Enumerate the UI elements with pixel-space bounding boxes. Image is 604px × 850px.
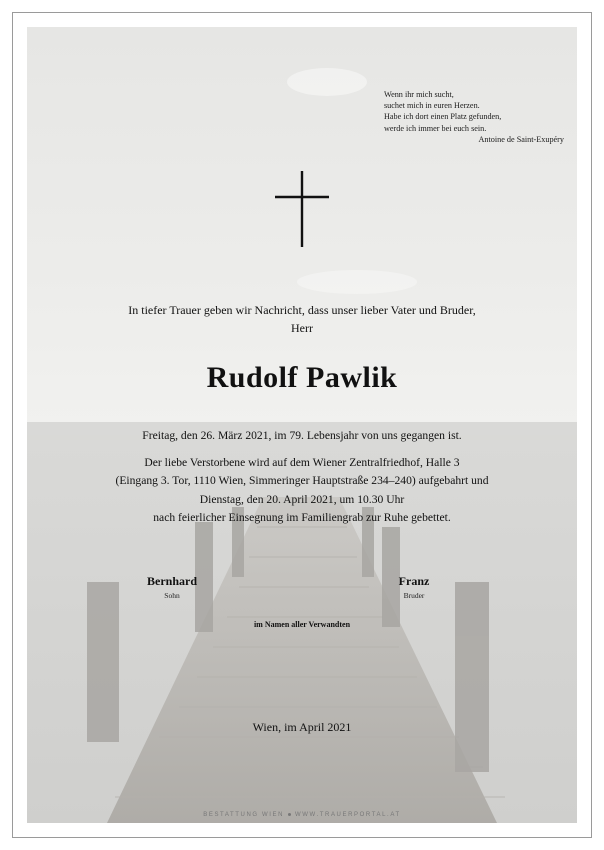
place-date: Wien, im April 2021	[252, 720, 352, 734]
footer-website-link[interactable]: WWW.TRAUERPORTAL.AT	[295, 812, 401, 818]
mourner-name: Bernhard	[146, 574, 197, 588]
intro-text	[27, 301, 577, 337]
mourner-role: Sohn	[164, 591, 180, 600]
footer	[0, 812, 604, 818]
cross-icon	[274, 171, 330, 247]
funeral-line: (Eingang 3. Tor, 1110 Wien, Simmeringer Hauptstraße 234–240) aufgebahrt und	[115, 474, 489, 487]
mourner-franz	[354, 574, 474, 600]
mourner-name: Franz	[398, 574, 430, 588]
notice-body	[27, 427, 577, 528]
funeral-line: nach feierlicher Einsegnung im Familiengrab zur Ruhe gebettet.	[153, 511, 451, 524]
funeral-line: Dienstag, den 20. April 2021, um 10.30 Uhr	[199, 492, 405, 506]
deceased-name: Rudolf Pawlik	[206, 361, 398, 394]
obituary-content	[27, 27, 577, 823]
intro-salutation: Herr	[291, 321, 313, 335]
quote-line: Habe ich dort einen Platz gefunden,	[384, 112, 502, 122]
bullet-icon	[288, 813, 291, 816]
funeral-line: Der liebe Verstorbene wird auf dem Wiener Zentralfriedhof, Halle 3	[144, 455, 460, 469]
quote-line: Wenn ihr mich sucht,	[384, 90, 454, 99]
quote-author: Antoine de Saint-Exupéry	[478, 134, 564, 144]
death-notice: Freitag, den 26. März 2021, im 79. Lebensjahr von uns gegangen ist.	[142, 429, 462, 442]
footer-company: BESTATTUNG WIEN	[203, 812, 285, 818]
intro-line: In tiefer Trauer geben wir Nachricht, dass unser lieber Vater und Bruder,	[128, 303, 476, 317]
memorial-quote	[384, 89, 564, 145]
quote-line: werde ich immer bei euch sein.	[384, 123, 487, 133]
mourner-bernhard	[112, 574, 232, 600]
relatives-note: im Namen aller Verwandten	[253, 620, 351, 629]
quote-line: suchet mich in euren Herzen.	[384, 101, 480, 111]
mourner-role: Bruder	[403, 591, 425, 600]
